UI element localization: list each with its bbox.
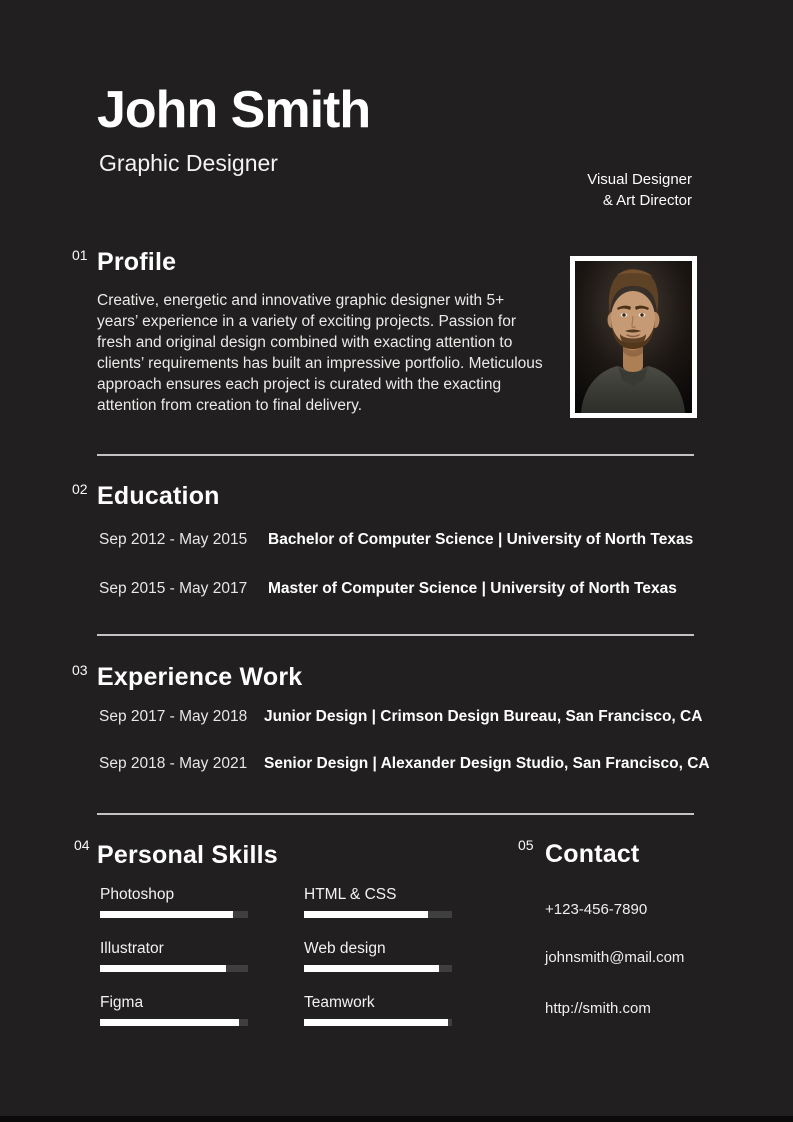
education-detail: Bachelor of Computer Science | University of North Texas: [268, 531, 694, 548]
skill-label: Figma: [100, 994, 144, 1011]
header-role: Graphic Designer: [99, 150, 278, 176]
section-number-profile: 01: [72, 247, 88, 263]
profile-summary: Creative, energetic and innovative graphic designer with 5+ years’ experience in a variety of exciting projects. Passion for fresh and original design combined with exacting attention to clients’ requirements has built an impressive portfolio. Meticulous approach ensures each project is curated with the exacting attention from creation to final delivery.: [97, 292, 543, 414]
skill-item: [304, 940, 452, 972]
experience-dates: Sep 2017 - May 2018: [99, 708, 248, 725]
section-number-skills: 04: [74, 837, 90, 853]
experience-detail: Senior Design | Alexander Design Studio, San Francisco, CA: [264, 755, 710, 772]
tagline-line-2: & Art Director: [602, 192, 692, 209]
contact-phone: +123-456-7890: [545, 901, 648, 918]
tagline-line-1: Visual Designer: [587, 171, 692, 188]
skill-item: [100, 940, 248, 972]
skill-label: Illustrator: [100, 940, 164, 957]
page-bottom-edge: [0, 1116, 793, 1122]
portrait-photo-illustration: [575, 261, 692, 413]
skill-label: Web design: [304, 940, 386, 957]
skill-progress-fill: [100, 965, 226, 972]
section-number-education: 02: [72, 481, 88, 497]
section-divider: [97, 813, 694, 815]
portrait-photo: [570, 256, 697, 418]
section-title-experience: Experience Work: [97, 663, 303, 691]
education-row: [99, 531, 693, 549]
skill-progress-fill: [304, 911, 428, 918]
contact-website: http://smith.com: [545, 1000, 651, 1017]
header-tagline: [587, 169, 692, 211]
education-row: [99, 580, 677, 598]
section-divider: [97, 454, 694, 456]
education-detail: Master of Computer Science | University of North Texas: [268, 580, 677, 597]
skill-label: Photoshop: [100, 886, 175, 903]
skill-label: HTML & CSS: [304, 886, 397, 903]
skill-progress-bar: [100, 965, 248, 972]
section-number-contact: 05: [518, 837, 534, 853]
section-number-experience: 03: [72, 662, 88, 678]
section-title-education: Education: [97, 482, 220, 510]
experience-row: [99, 708, 702, 726]
skill-progress-bar: [100, 911, 248, 918]
skill-item: [304, 886, 452, 918]
skill-item: [100, 994, 248, 1026]
skill-item: [100, 886, 248, 918]
page-title: John Smith: [97, 81, 371, 139]
skill-progress-fill: [100, 1019, 239, 1026]
experience-dates: Sep 2018 - May 2021: [99, 755, 248, 772]
skill-progress-bar: [304, 965, 452, 972]
skill-label: Teamwork: [304, 994, 375, 1011]
skill-progress-fill: [304, 1019, 448, 1026]
section-title-profile: Profile: [97, 248, 177, 276]
skill-progress-fill: [304, 965, 439, 972]
education-dates: Sep 2015 - May 2017: [99, 580, 248, 597]
skill-item: [304, 994, 452, 1026]
experience-detail: Junior Design | Crimson Design Bureau, San Francisco, CA: [264, 708, 703, 725]
skill-progress-bar: [100, 1019, 248, 1026]
section-divider: [97, 634, 694, 636]
skill-progress-fill: [100, 911, 233, 918]
contact-email: johnsmith@mail.com: [545, 949, 685, 966]
education-dates: Sep 2012 - May 2015: [99, 531, 248, 548]
skill-progress-bar: [304, 911, 452, 918]
section-title-skills: Personal Skills: [97, 841, 278, 869]
skill-progress-bar: [304, 1019, 452, 1026]
experience-row: [99, 755, 710, 773]
section-title-contact: Contact: [545, 840, 640, 868]
